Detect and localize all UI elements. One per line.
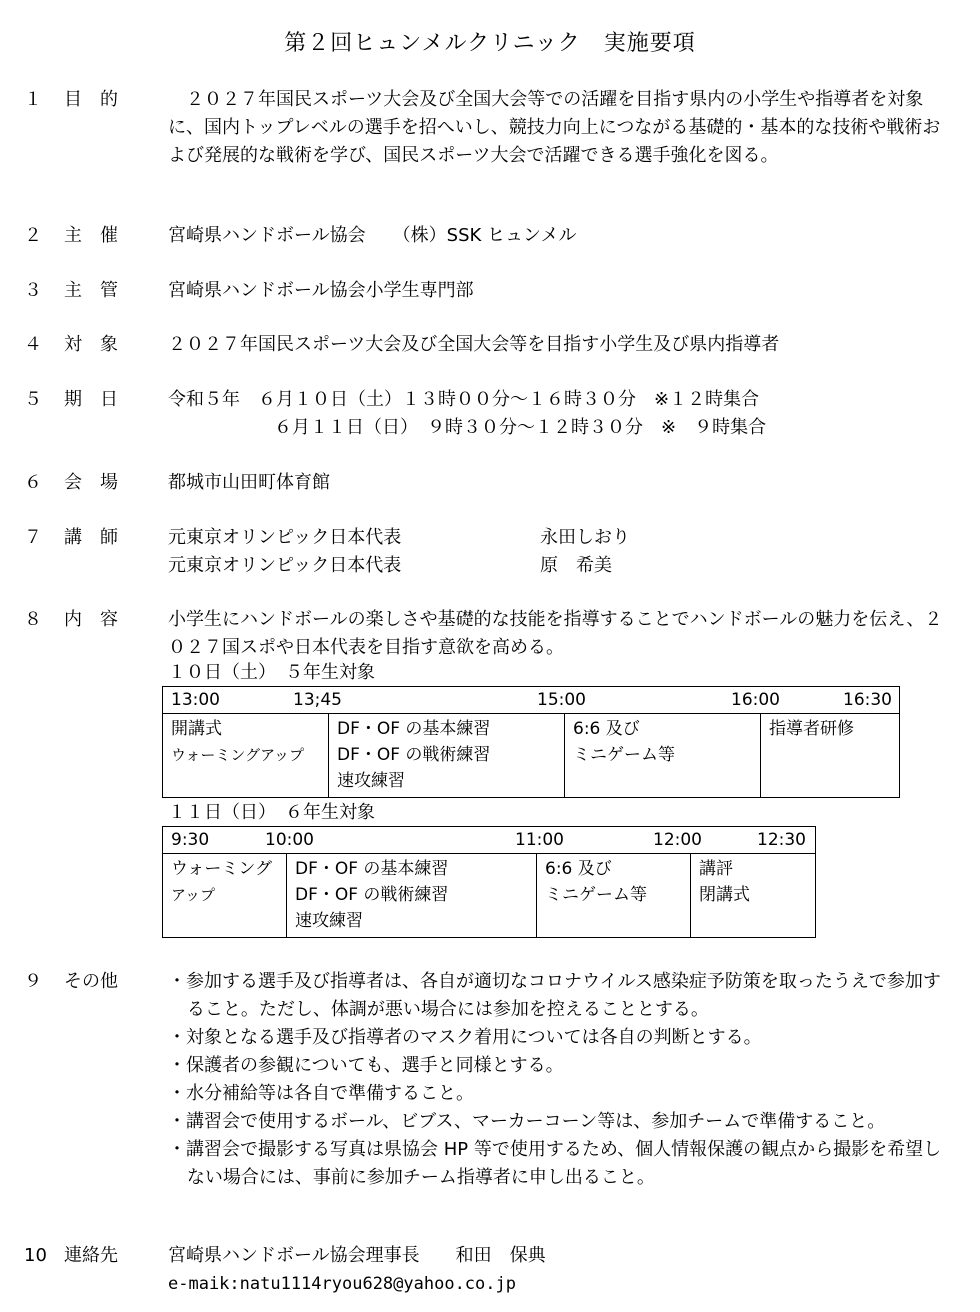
time-label: 16:30 [843, 690, 892, 710]
time-label: 9:30 [171, 830, 210, 850]
date-line-1: 令和５年 ６月１０日（土）１３時００分～１６時３０分 ※１２時集合 [168, 389, 760, 410]
contact-person: 宮崎県ハンドボール協会理事長 和田 保典 [168, 1245, 546, 1266]
day2-schedule-table [162, 826, 816, 938]
section-number: ９ [24, 971, 42, 992]
day1-timeline [171, 687, 891, 713]
section-number: ２ [24, 225, 42, 246]
section-number: 10 [24, 1245, 47, 1266]
schedule-cell: 指導者研修 [761, 714, 900, 798]
section-number: ７ [24, 527, 42, 548]
page-title: 第２回ヒュンメルクリニック 実施要項 [284, 31, 696, 56]
schedule-cell: 講評 閉講式 [691, 854, 816, 938]
day1-schedule-table [162, 686, 900, 798]
time-label: 16:00 [731, 690, 780, 710]
time-label: 15:00 [537, 690, 586, 710]
section-heading: 目 的 [64, 89, 118, 110]
section-heading: 主 催 [64, 225, 118, 246]
list-item: ・講習会で使用するボール、ビブス、マーカーコーン等は、参加チームで準備すること。 [168, 1111, 886, 1132]
schedule-cell: DF・OF の基本練習 DF・OF の戦術練習 速攻練習 [287, 854, 537, 938]
list-item: ・参加する選手及び指導者は、各自が適切なコロナウイルス感染症予防策を取ったうえで参加すること。ただし、体調が悪い場合には参加を控えることとする。 [168, 971, 941, 1020]
time-label: 12:30 [757, 830, 806, 850]
purpose-text: ２０２７年国民スポーツ大会及び全国大会等での活躍を目指す県内の小学生や指導者を対象に、国内トップレベルの選手を招へいし、競技力向上につながる基礎的・基本的な技術や戦術および発展的な戦術を学び、国民スポーツ大会で活躍できる選手強化を図る。 [168, 89, 941, 166]
management-text: 宮崎県ハンドボール協会小学生専門部 [168, 280, 474, 301]
section-heading: その他 [64, 971, 118, 992]
time-label: 11:00 [515, 830, 564, 850]
section-heading: 対 象 [64, 334, 118, 355]
instructor-name: 永田しおり [540, 527, 630, 548]
venue-text: 都城市山田町体育館 [168, 472, 330, 493]
schedule-cell: 開講式 ウォーミングアップ [163, 714, 329, 798]
section-heading: 主 管 [64, 280, 118, 301]
day2-timeline [171, 827, 807, 853]
section-heading: 講 師 [64, 527, 118, 548]
date-line-2: ６月１１日（日） ９時３０分～１２時３０分 ※ ９時集合 [274, 417, 767, 438]
schedule-cell: DF・OF の基本練習 DF・OF の戦術練習 速攻練習 [329, 714, 565, 798]
section-number: ５ [24, 389, 42, 410]
time-label: 13:00 [171, 690, 220, 710]
schedule-cell: 6:6 及び ミニゲーム等 [537, 854, 691, 938]
list-item: ・保護者の参観についても、選手と同様とする。 [168, 1055, 564, 1076]
content-text: 小学生にハンドボールの楽しさや基礎的な技能を指導することでハンドボールの魅力を伝え、２０２７国スポや日本代表を目指す意欲を高める。 [168, 609, 943, 658]
day2-label: １１日（日） ６年生対象 [168, 802, 375, 823]
instructor-row [168, 524, 958, 552]
section-heading: 内 容 [64, 609, 118, 630]
section-number: ８ [24, 609, 42, 630]
section-number: ４ [24, 334, 42, 355]
section-number: ６ [24, 472, 42, 493]
notes-list [168, 968, 952, 1192]
time-label: 10:00 [265, 830, 314, 850]
section-heading: 期 日 [64, 389, 118, 410]
instructor-name: 原 希美 [540, 555, 612, 576]
section-heading: 連絡先 [64, 1245, 118, 1266]
instructor-row [168, 552, 958, 580]
schedule-cell: ウォーミング アップ [163, 854, 287, 938]
day1-label: １０日（土） ５年生対象 [168, 662, 375, 683]
list-item: ・水分補給等は各自で準備すること。 [168, 1083, 474, 1104]
time-label: 12:00 [653, 830, 702, 850]
target-text: ２０２７年国民スポーツ大会及び全国大会等を目指す小学生及び県内指導者 [168, 334, 780, 355]
section-number: ３ [24, 280, 42, 301]
instructor-role: 元東京オリンピック日本代表 [168, 527, 402, 548]
section-heading: 会 場 [64, 472, 118, 493]
organizer-text: 宮崎県ハンドボール協会 （株）SSK ヒュンメル [168, 225, 577, 246]
time-label: 13;45 [293, 690, 342, 710]
instructor-role: 元東京オリンピック日本代表 [168, 555, 402, 576]
list-item: ・対象となる選手及び指導者のマスク着用については各自の判断とする。 [168, 1027, 762, 1048]
contact-email[interactable]: e-maik:natu1114ryou628@yahoo.co.jp [168, 1274, 516, 1294]
schedule-cell: 6:6 及び ミニゲーム等 [565, 714, 761, 798]
list-item: ・講習会で撮影する写真は県協会 HP 等で使用するため、個人情報保護の観点から撮影を希望しない場合には、事前に参加チーム指導者に申し出ること。 [168, 1139, 942, 1188]
section-number: １ [24, 89, 42, 110]
